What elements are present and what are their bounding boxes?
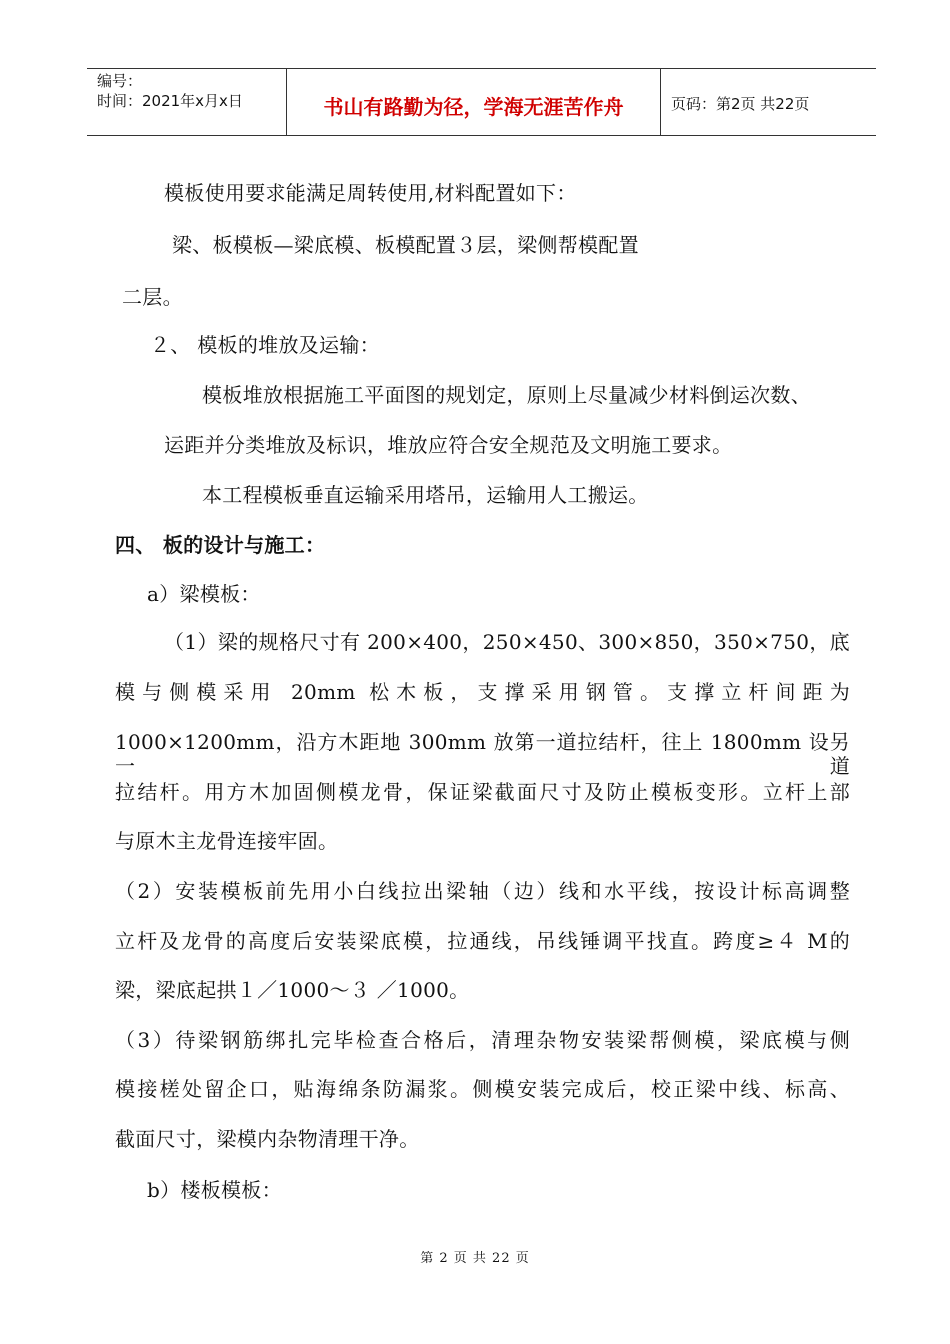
subsection-heading: a）梁模板： — [147, 582, 261, 606]
paragraph-line: 模与侧模采用 20mm 松木板，支撑采用钢管。支撑立杆间距为 — [115, 680, 850, 704]
paragraph-line: （3）待梁钢筋绑扎完毕检查合格后，清理杂物安装梁帮侧模，梁底模与侧 — [115, 1028, 850, 1052]
section-subheading: ２、 模板的堆放及运输： — [150, 333, 380, 357]
paragraph-line: 梁、板模板—梁底模、板模配置３层，梁侧帮模配置 — [172, 233, 639, 257]
paragraph-line: 截面尺寸，梁模内杂物清理干净。 — [115, 1127, 420, 1151]
header-page-cell — [661, 69, 876, 135]
paragraph-line: 立杆及龙骨的高度后安装梁底模，拉通线，吊线锤调平找直。跨度≥４ M的 — [115, 929, 850, 953]
document-number-label: 编号： — [97, 72, 143, 90]
paragraph-line: 本工程模板垂直运输采用塔吊，运输用人工搬运。 — [202, 483, 649, 507]
paragraph-line: 模板堆放根据施工平面图的规划定，原则上尽量减少材料倒运次数、 — [202, 383, 811, 407]
paragraph-line: 模接槎处留企口，贴海绵条防漏浆。侧模安装完成后，校正梁中线、标高、 — [115, 1077, 850, 1101]
paragraph-line: 运距并分类堆放及标识，堆放应符合安全规范及文明施工要求。 — [164, 433, 733, 457]
motto-text: 书山有路勤为径，学海无涯苦作舟 — [323, 95, 624, 119]
subsection-heading: b）楼板模板： — [147, 1178, 282, 1202]
page-footer: 第 2 页 共 22 页 — [420, 1251, 530, 1266]
header-page-info: 页码：第2页 共22页 — [671, 95, 810, 113]
paragraph-line: 拉结杆。用方木加固侧模龙骨，保证梁截面尺寸及防止模板变形。立杆上部 — [115, 780, 850, 804]
paragraph-line: （2）安装模板前先用小白线拉出梁轴（边）线和水平线，按设计标高调整 — [115, 879, 850, 903]
paragraph-line: 梁，梁底起拱１／1000～３ ／1000。 — [115, 978, 470, 1002]
paragraph-line: 二层。 — [122, 285, 183, 309]
paragraph-line: 与原木主龙骨连接牢固。 — [115, 829, 339, 853]
document-date-label: 时间：2021年x月x日 — [97, 92, 243, 110]
paragraph-line: （1）梁的规格尺寸有 200×400，250×450、300×850，350×750，底 — [164, 630, 850, 654]
paragraph-line: 1000×1200mm，沿方木距地 300mm 放第一道拉结杆，往上 1800mm 设另一道 — [115, 730, 850, 778]
header-motto-cell — [287, 69, 661, 135]
section-heading: 四、 板的设计与施工： — [115, 533, 326, 557]
page-header — [87, 68, 876, 136]
paragraph-line: 模板使用要求能满足周转使用,材料配置如下： — [164, 181, 577, 205]
header-meta-cell — [87, 69, 287, 135]
